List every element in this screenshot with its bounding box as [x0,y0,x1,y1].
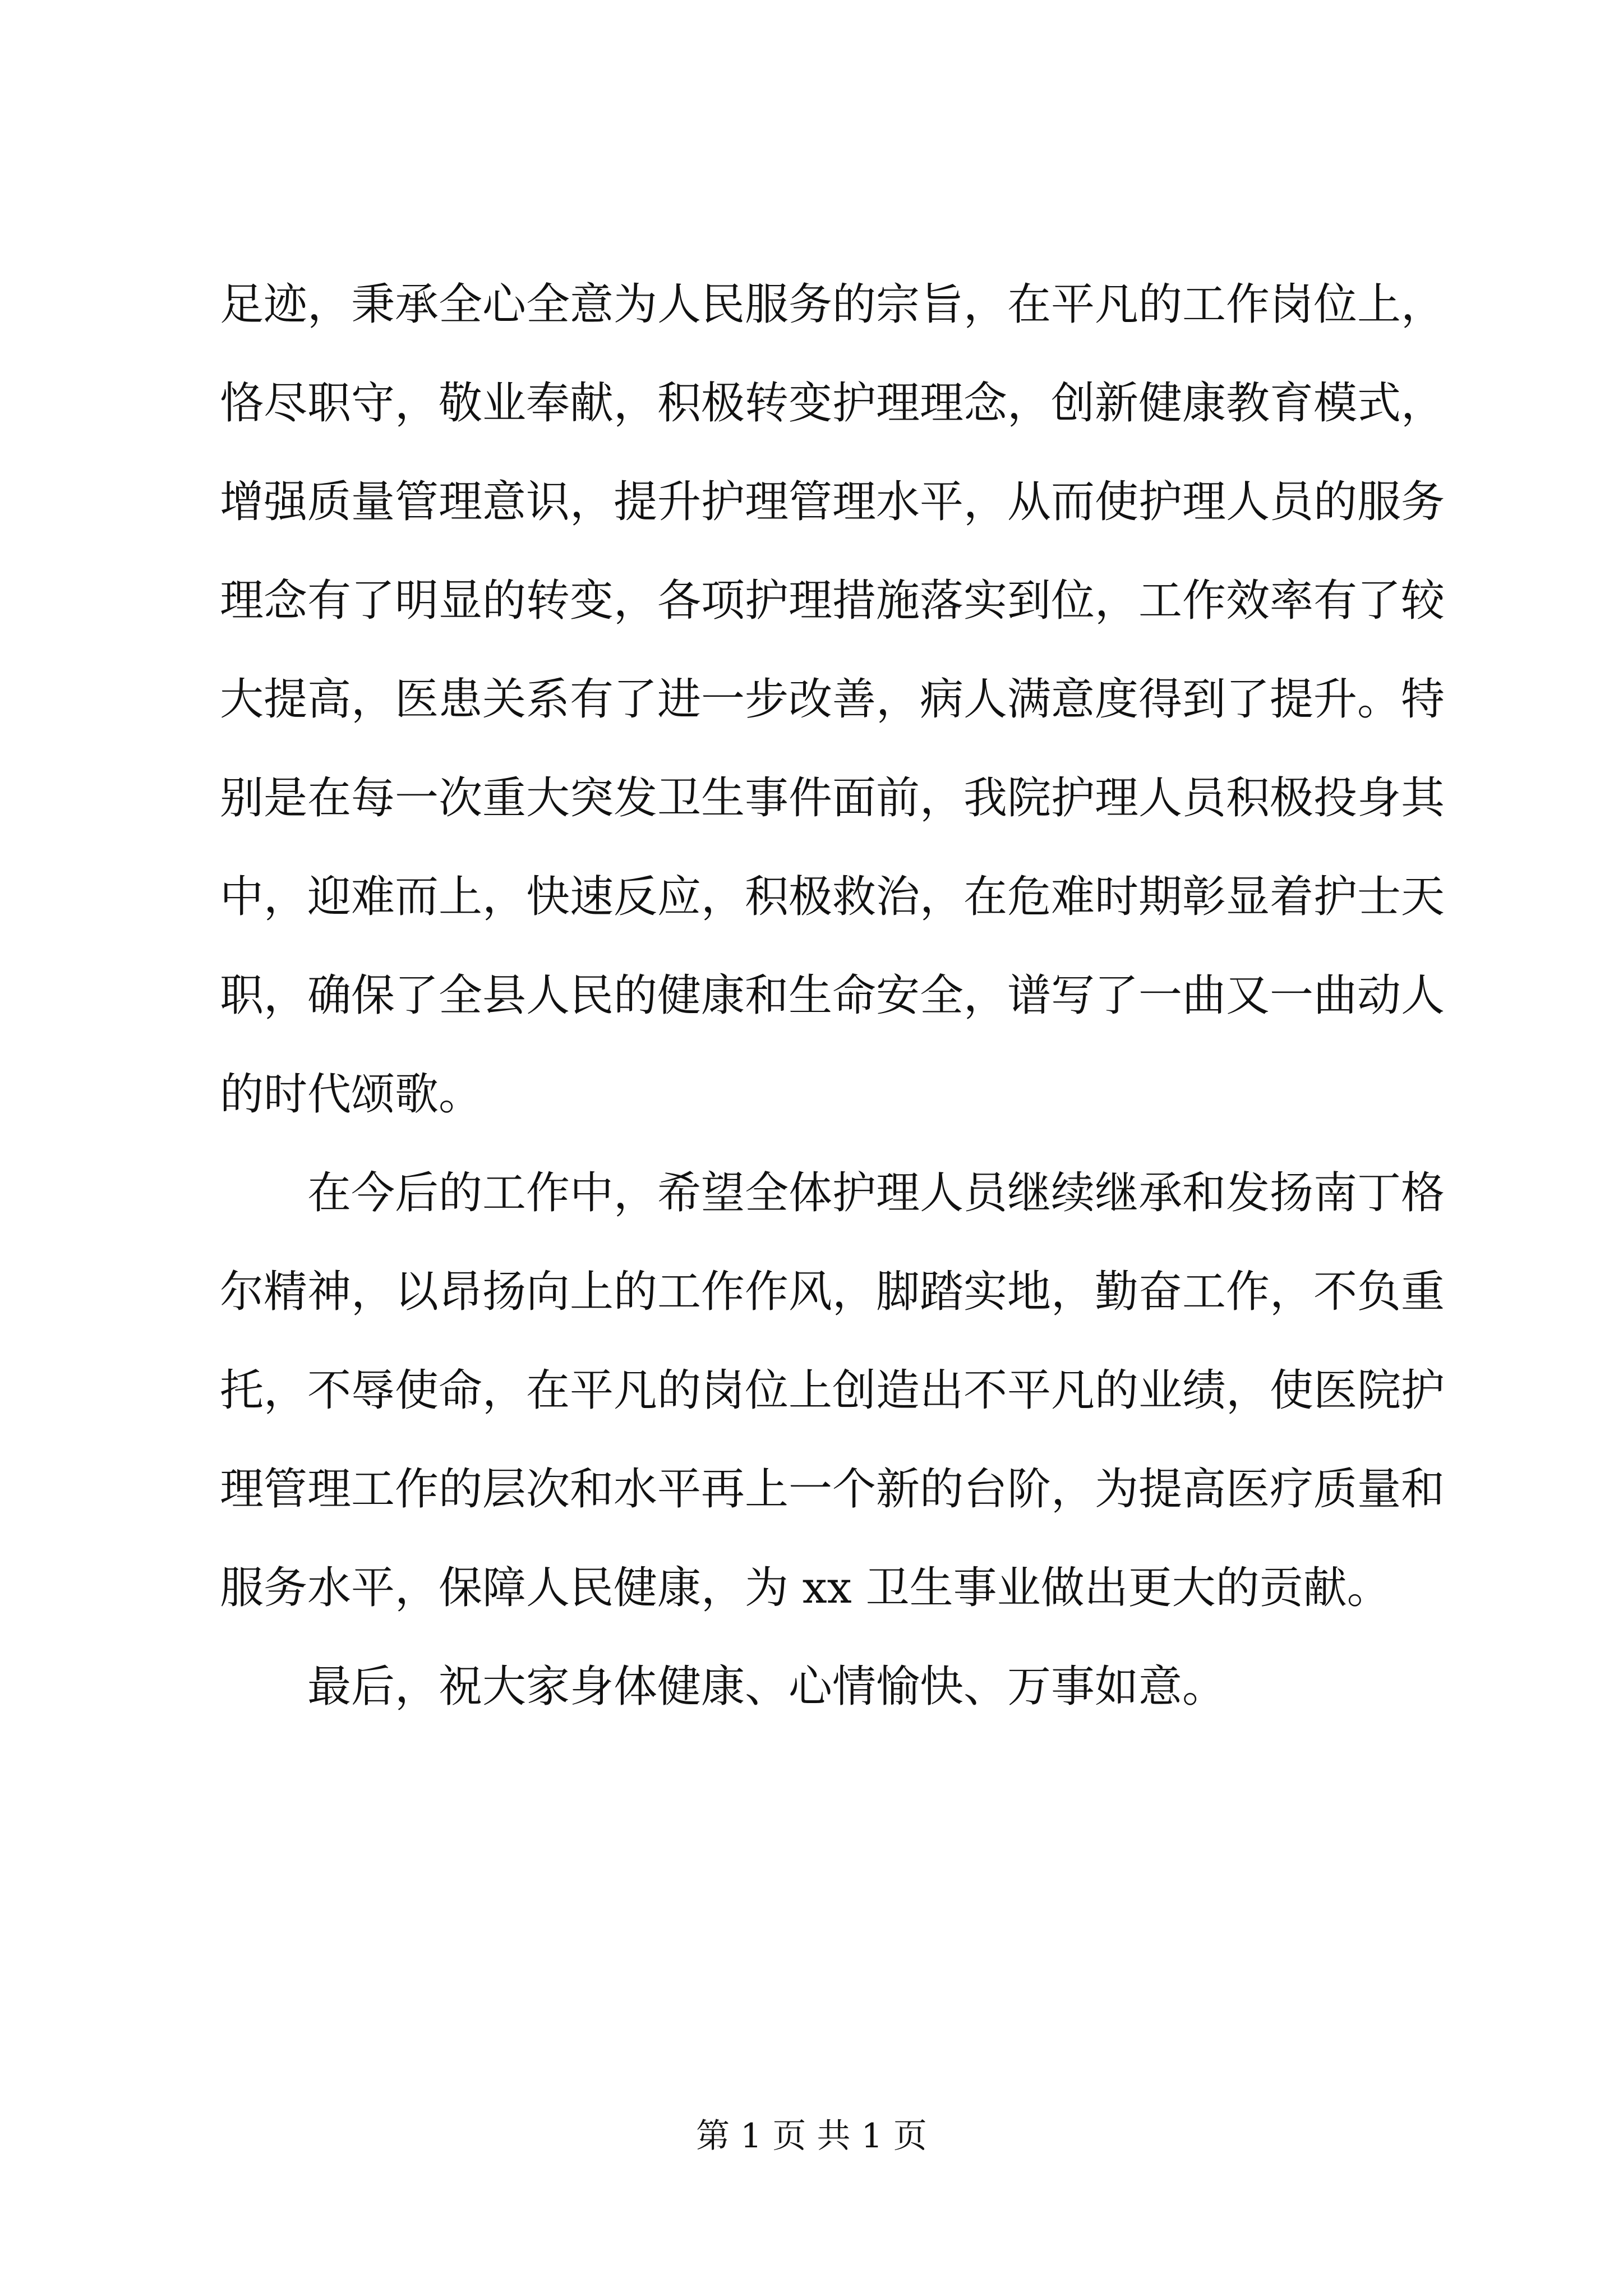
paragraph-line: 托，不辱使命，在平凡的岗位上创造出不平凡的业绩，使医院护 [220,1365,1445,1416]
paragraph-line: 的时代颂歌。 [220,1069,483,1120]
paragraph-line: 在今后的工作中，希望全体护理人员继续继承和发扬南丁格 [307,1168,1445,1218]
paragraph-line: 别是在每一次重大突发卫生事件面前，我院护理人员积极投身其 [220,773,1445,823]
paragraph-line: 职，确保了全县人民的健康和生命安全，谱写了一曲又一曲动人 [220,970,1445,1021]
page-number-footer: 第 1 页 共 1 页 [696,2116,927,2156]
paragraph-line: 理管理工作的层次和水平再上一个新的台阶，为提高医疗质量和 [220,1464,1445,1515]
paragraph-3 [220,1637,1414,1736]
paragraph-line: 最后，祝大家身体健康、心情愉快、万事如意。 [307,1662,1227,1712]
paragraph-line: 大提高，医患关系有了进一步改善，病人满意度得到了提升。特 [220,674,1445,725]
paragraph-line: 恪尽职守，敬业奉献，积极转变护理理念，创新健康教育模式， [220,378,1445,429]
paragraph-line: 中，迎难而上，快速反应，积极救治，在危难时期彰显着护士天 [220,872,1445,922]
document-body [220,255,1445,1736]
paragraph-1 [220,255,1445,1144]
paragraph-line: 理念有了明显的转变，各项护理措施落实到位，工作效率有了较 [220,576,1445,626]
paragraph-line: 服务水平，保障人民健康，为 xx 卫生事业做出更大的贡献。 [220,1563,1391,1613]
paragraph-line: 尔精神，以昂扬向上的工作作风，脚踏实地，勤奋工作，不负重 [220,1267,1445,1317]
paragraph-line: 增强质量管理意识，提升护理管理水平，从而使护理人员的服务 [220,477,1445,527]
paragraph-line: 足迹，秉承全心全意为人民服务的宗旨，在平凡的工作岗位上， [220,279,1445,330]
paragraph-2 [220,1144,1445,1637]
